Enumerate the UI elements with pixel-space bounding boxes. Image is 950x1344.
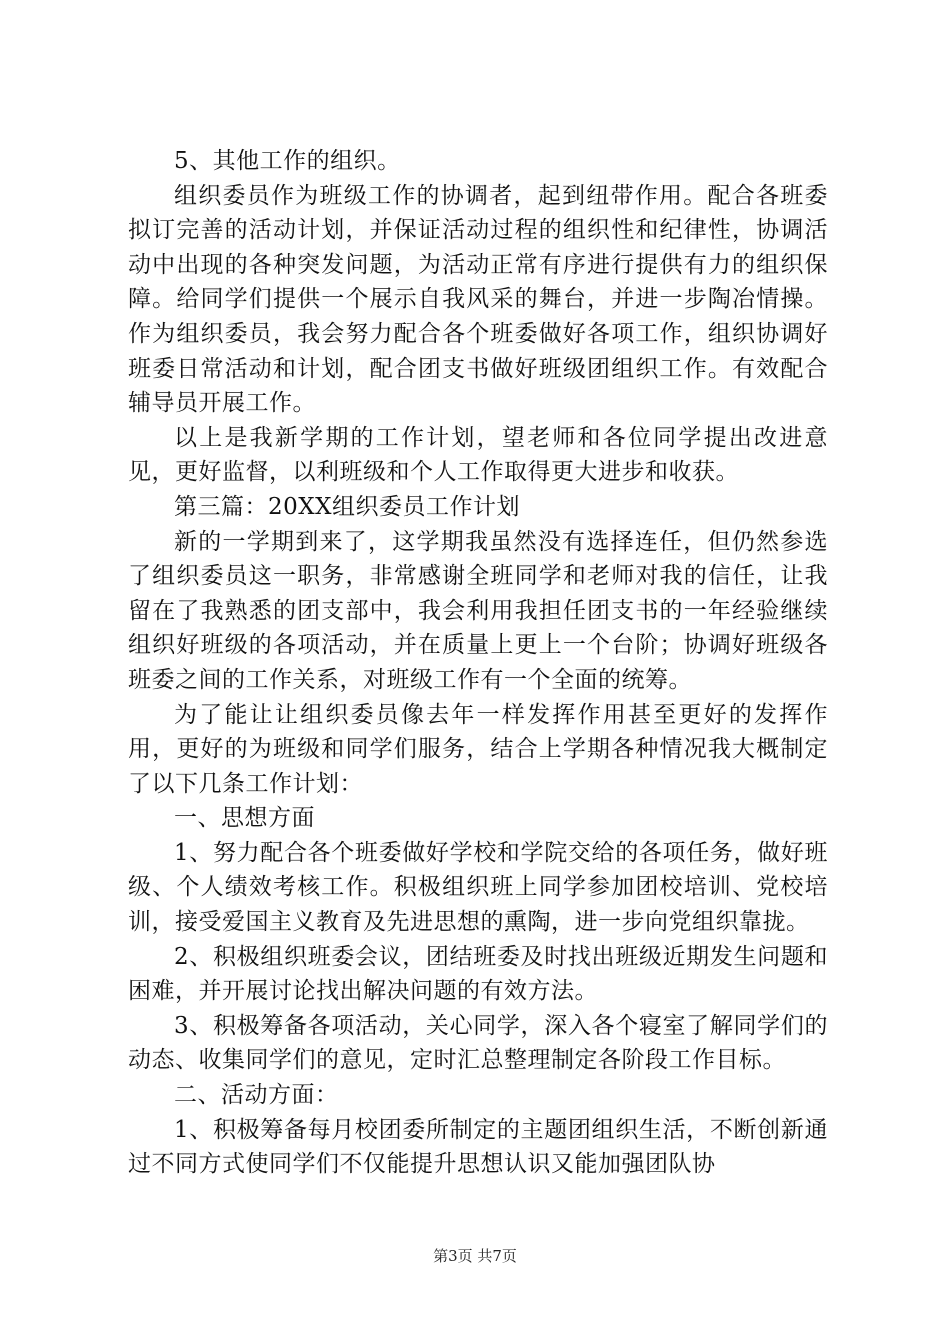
- section-item-heading: 5、其他工作的组织。: [174, 148, 401, 174]
- chapter-heading: 第三篇：20XX组织委员工作计划: [174, 493, 521, 520]
- body-paragraph: 为了能让让组织委员像去年一样发挥作用甚至更好的发挥作用，更好的为班级和同学们服务，结合上学期各种情况我大概制定了以下几条工作计划：: [128, 701, 828, 797]
- body-paragraph: 组织委员作为班级工作的协调者，起到纽带作用。配合各班委拟订完善的活动计划，并保证活动过程的组织性和纪律性，协调活动中出现的各种突发问题，为活动正常有序进行提供有力的组织保障。给同学们提供一个展示自我风采的舞台，并进一步陶冶情操。作为组织委员，我会努力配合各个班委做好各项工作，组织协调好班委日常活动和计划，配合团支书做好班级团组织工作。有效配合辅导员开展工作。: [128, 182, 828, 417]
- section-heading: 一、思想方面: [174, 805, 315, 832]
- document-body: [128, 144, 828, 1182]
- body-paragraph: 3、积极筹备各项活动，关心同学，深入各个寝室了解同学们的动态、收集同学们的意见，定时汇总整理制定各阶段工作目标。: [128, 1012, 828, 1074]
- body-paragraph: 1、积极筹备每月校团委所制定的主题团组织生活，不断创新通过不同方式使同学们不仅能提升思想认识又能加强团队协: [128, 1116, 828, 1178]
- body-paragraph: 2、积极组织班委会议，团结班委及时找出班级近期发生问题和困难，并开展讨论找出解决问题的有效方法。: [128, 943, 828, 1005]
- body-paragraph: 新的一学期到来了，这学期我虽然没有选择连任，但仍然参选了组织委员这一职务，非常感谢全班同学和老师对我的信任，让我留在了我熟悉的团支部中，我会利用我担任团支书的一年经验继续组织好班级的各项活动，并在质量上更上一个台阶；协调好班级各班委之间的工作关系，对班级工作有一个全面的统筹。: [128, 528, 828, 693]
- body-paragraph: 以上是我新学期的工作计划，望老师和各位同学提出改进意见，更好监督，以利班级和个人工作取得更大进步和收获。: [128, 424, 828, 486]
- section-heading: 二、活动方面：: [174, 1082, 339, 1109]
- page-number-footer: 第3页 共7页: [433, 1247, 517, 1265]
- body-paragraph: 1、努力配合各个班委做好学校和学院交给的各项任务，做好班级、个人绩效考核工作。积极组织班上同学参加团校培训、党校培训，接受爱国主义教育及先进思想的熏陶，进一步向党组织靠拢。: [128, 839, 828, 936]
